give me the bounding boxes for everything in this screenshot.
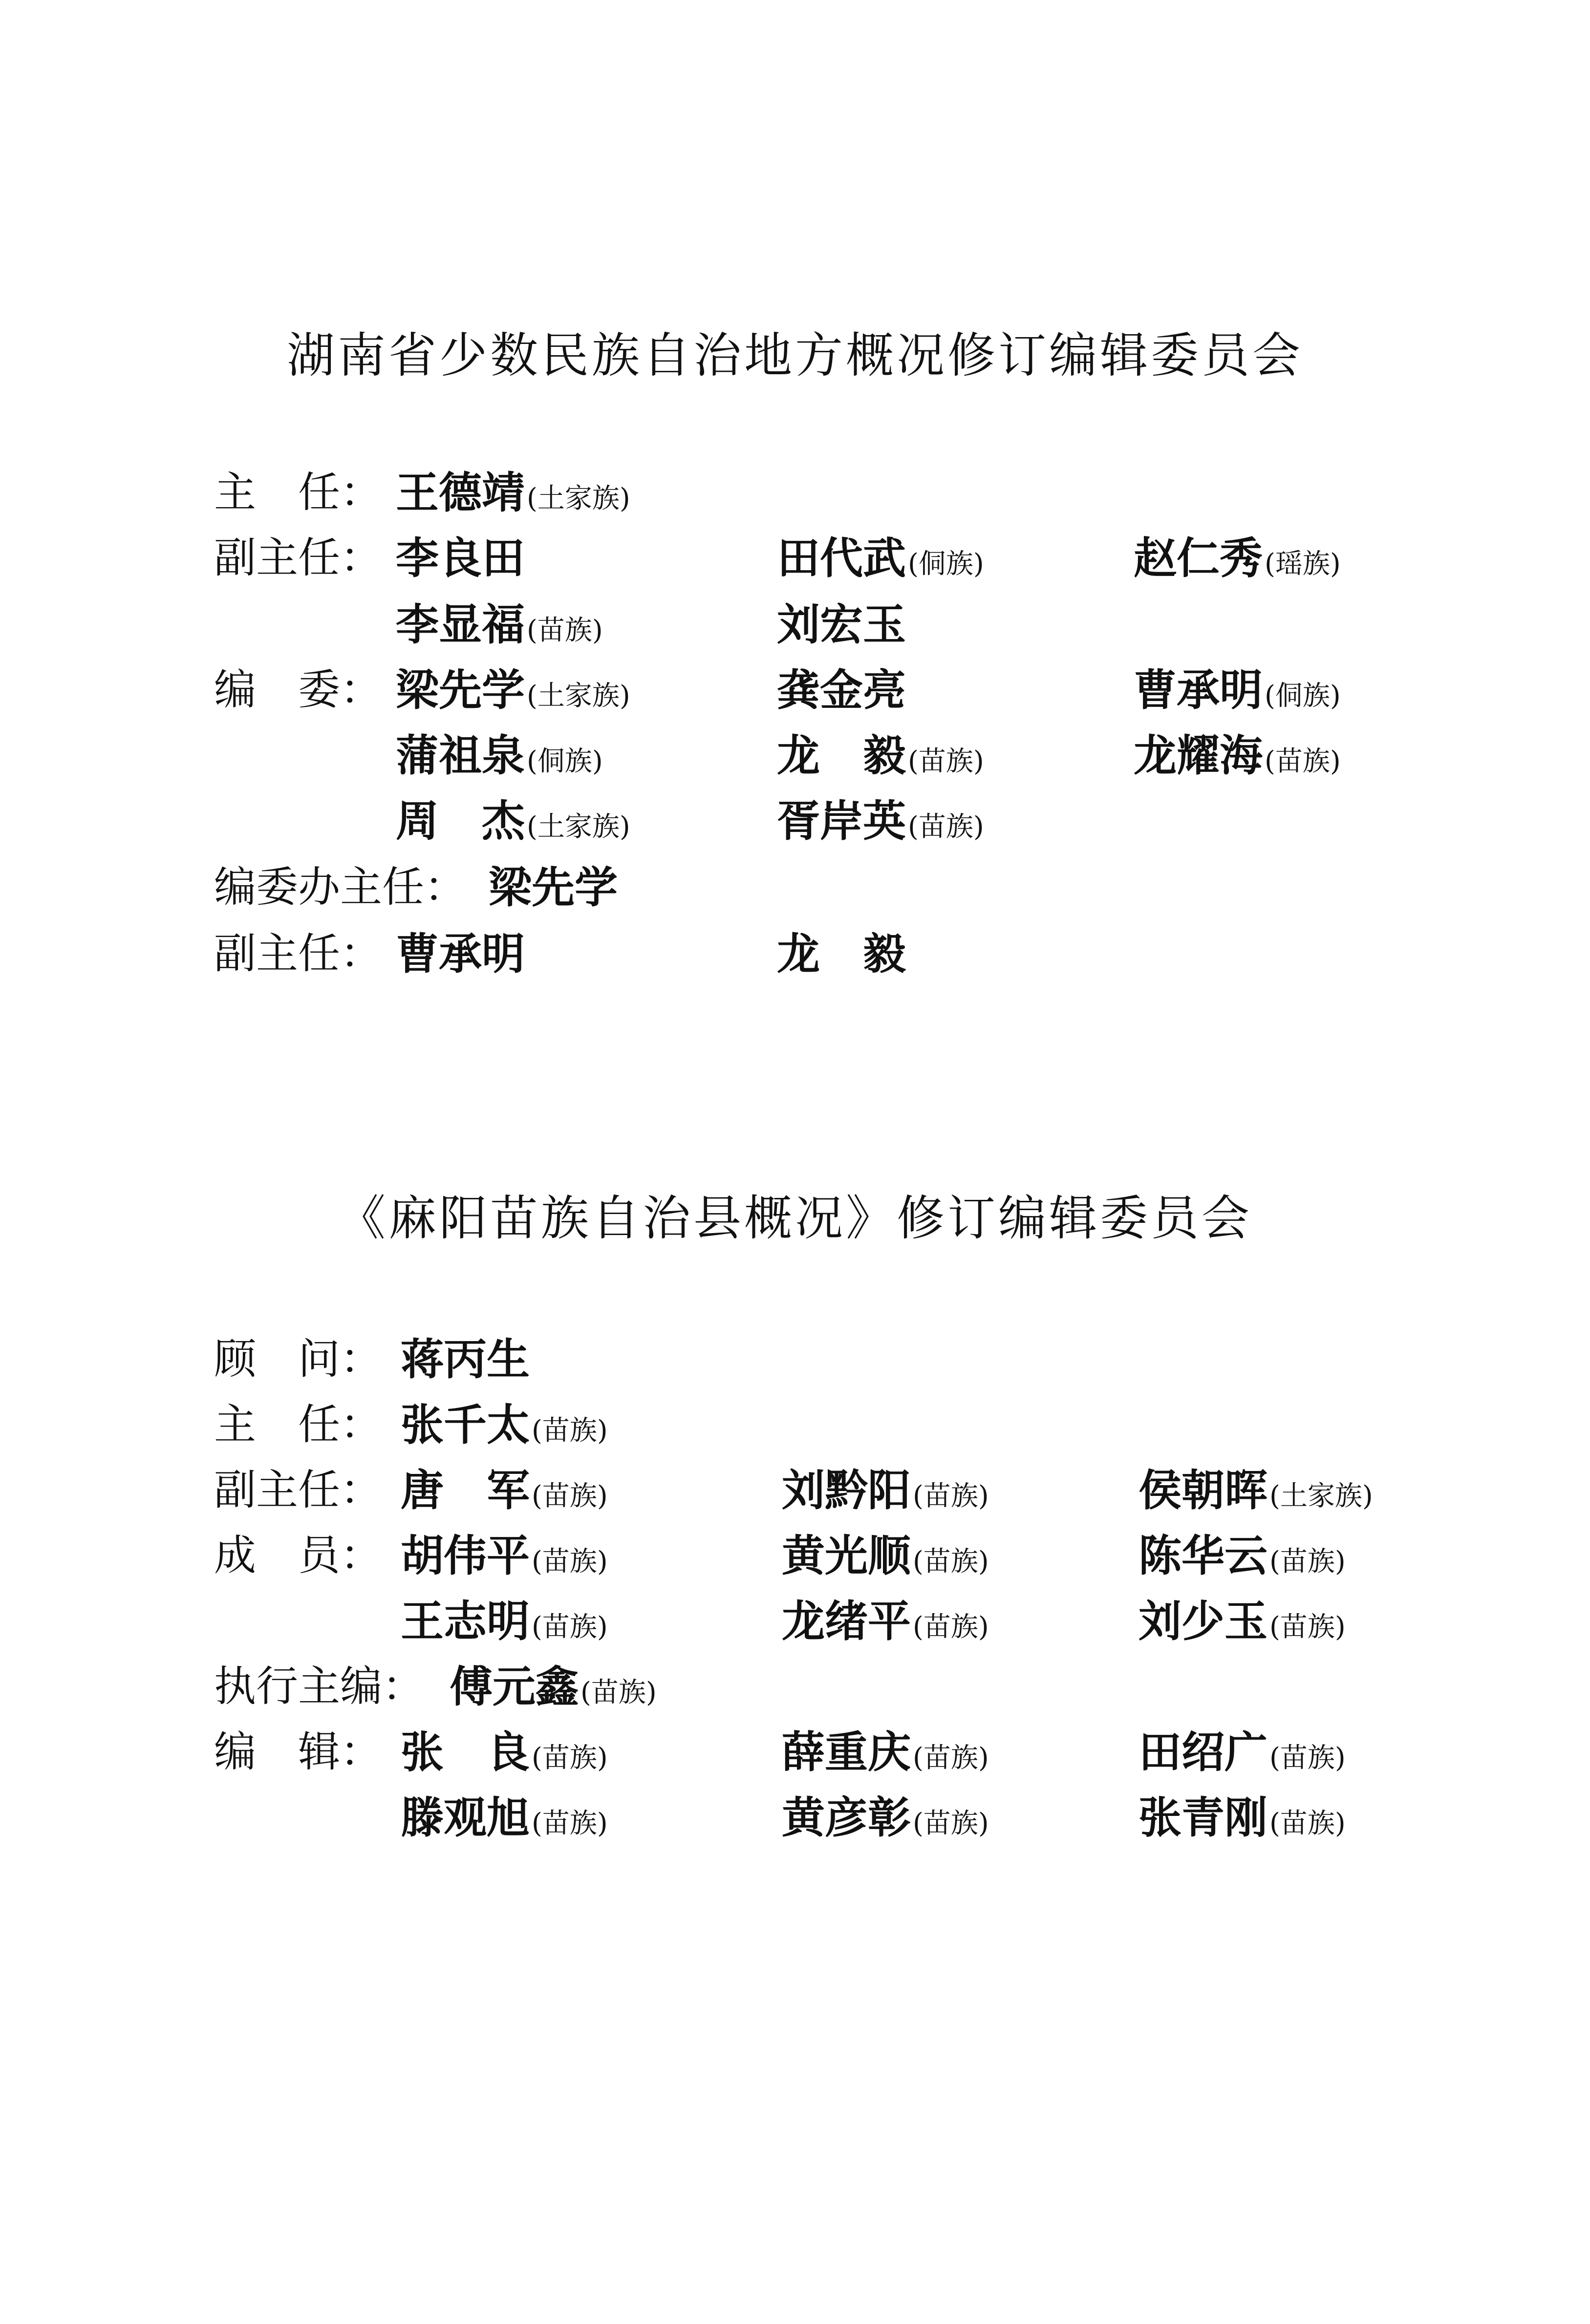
member-entry xyxy=(777,726,984,797)
member-name: 刘黔阳 xyxy=(782,1465,911,1515)
role-label: 编委办主任： xyxy=(214,863,466,912)
member-name: 唐 军 xyxy=(401,1465,530,1515)
member-entry xyxy=(1139,1723,1346,1794)
member-name: 胡伟平 xyxy=(401,1530,530,1581)
member-ethnicity: (苗族) xyxy=(908,811,984,843)
member-name: 张青刚 xyxy=(1139,1792,1268,1843)
committee-2-row-chief-editor xyxy=(0,1657,1590,1716)
role-label: 副主任： xyxy=(214,533,382,582)
member-ethnicity: (苗族) xyxy=(527,615,603,646)
committee-2-row-editors-cont xyxy=(0,1788,1590,1847)
member-ethnicity: (苗族) xyxy=(532,1808,608,1839)
member-entry xyxy=(782,1788,989,1859)
member-ethnicity: (苗族) xyxy=(532,1415,608,1447)
member-name: 陈华云 xyxy=(1139,1530,1268,1581)
member-name: 王志明 xyxy=(401,1596,530,1646)
committee-1-row-office-director xyxy=(0,858,1590,917)
committee-1-row-director xyxy=(0,463,1590,522)
member-ethnicity: (土家族) xyxy=(527,811,630,843)
member-name: 田绍广 xyxy=(1139,1727,1268,1777)
role-label: 成 员： xyxy=(214,1531,382,1580)
role-label: 顾 问： xyxy=(214,1335,382,1384)
role-label: 副主任： xyxy=(214,1466,382,1514)
member-entry xyxy=(777,529,984,600)
member-name: 黄彦彰 xyxy=(782,1792,911,1843)
committee-1-row-editors xyxy=(0,661,1590,719)
member-entry xyxy=(1134,529,1341,600)
role-label: 主 任： xyxy=(214,1400,382,1449)
member-entry xyxy=(782,1723,989,1794)
member-ethnicity: (苗族) xyxy=(913,1808,989,1839)
member-entry xyxy=(401,1592,608,1663)
member-name: 赵仁秀 xyxy=(1134,533,1263,583)
committee-2-row-advisor xyxy=(0,1330,1590,1388)
member-ethnicity: (苗族) xyxy=(532,1546,608,1578)
member-ethnicity: (苗族) xyxy=(1269,1611,1346,1643)
member-entry xyxy=(401,1330,532,1401)
member-entry xyxy=(1134,726,1341,797)
member-entry xyxy=(401,1526,608,1598)
member-entry xyxy=(401,1461,608,1532)
member-entry xyxy=(777,791,984,863)
member-ethnicity: (土家族) xyxy=(527,483,630,514)
committee-2-row-members xyxy=(0,1526,1590,1585)
member-entry xyxy=(396,661,630,732)
member-entry xyxy=(396,791,630,863)
member-entry xyxy=(396,924,527,996)
member-ethnicity: (苗族) xyxy=(1269,1808,1346,1839)
committee-1-row-editors-cont-2 xyxy=(0,791,1590,850)
member-entry xyxy=(396,726,603,797)
member-name: 胥岸英 xyxy=(777,795,906,846)
member-name: 龙耀海 xyxy=(1134,730,1263,781)
member-name: 张千太 xyxy=(401,1399,530,1450)
member-ethnicity: (苗族) xyxy=(913,1480,989,1512)
committee-1-row-deputy-cont xyxy=(0,595,1590,654)
member-ethnicity: (苗族) xyxy=(1269,1546,1346,1578)
member-ethnicity: (苗族) xyxy=(913,1546,989,1578)
member-entry xyxy=(782,1461,989,1532)
member-entry xyxy=(396,529,527,600)
member-name: 龙 毅 xyxy=(777,928,906,979)
member-entry xyxy=(1134,661,1341,732)
member-name: 张 良 xyxy=(401,1727,530,1777)
member-ethnicity: (苗族) xyxy=(913,1611,989,1643)
member-ethnicity: (侗族) xyxy=(527,746,603,777)
member-name: 李良田 xyxy=(396,533,525,583)
member-ethnicity: (苗族) xyxy=(580,1677,657,1708)
member-ethnicity: (苗族) xyxy=(913,1742,989,1774)
member-entry xyxy=(401,1395,608,1467)
member-name: 龙 毅 xyxy=(777,730,906,781)
member-name: 王德靖 xyxy=(396,467,525,518)
member-name: 蒋丙生 xyxy=(401,1334,530,1385)
member-entry xyxy=(777,595,908,666)
member-entry xyxy=(489,858,620,929)
member-entry xyxy=(1139,1592,1346,1663)
member-name: 滕观旭 xyxy=(401,1792,530,1843)
member-name: 周 杰 xyxy=(396,795,525,846)
member-name: 刘少玉 xyxy=(1139,1596,1268,1646)
member-entry xyxy=(1139,1526,1346,1598)
member-name: 蒲祖泉 xyxy=(396,730,525,781)
member-entry xyxy=(401,1723,608,1794)
member-ethnicity: (苗族) xyxy=(532,1480,608,1512)
member-ethnicity: (苗族) xyxy=(532,1611,608,1643)
committee-2-row-deputy xyxy=(0,1461,1590,1519)
committee-2-row-members-cont xyxy=(0,1592,1590,1650)
member-ethnicity: (侗族) xyxy=(1265,680,1341,712)
committee-1-row-deputy xyxy=(0,529,1590,587)
member-name: 龚金亮 xyxy=(777,664,906,715)
committee-1-title: 湖南省少数民族自治地方概况修订编辑委员会 xyxy=(286,328,1303,384)
committee-2-row-editors xyxy=(0,1723,1590,1781)
member-name: 龙绪平 xyxy=(782,1596,911,1646)
member-name: 田代武 xyxy=(777,533,906,583)
member-entry xyxy=(1139,1788,1346,1859)
role-label: 编 委： xyxy=(214,665,382,714)
role-label: 执行主编： xyxy=(214,1662,424,1711)
member-name: 傅元鑫 xyxy=(450,1661,579,1712)
member-ethnicity: (土家族) xyxy=(1269,1480,1373,1512)
member-name: 黄光顺 xyxy=(782,1530,911,1581)
member-entry xyxy=(396,463,630,534)
committee-2-row-director xyxy=(0,1395,1590,1454)
member-ethnicity: (土家族) xyxy=(527,680,630,712)
committee-2-title: 《麻阳苗族自治县概况》修订编辑委员会 xyxy=(337,1191,1252,1246)
member-ethnicity: (瑶族) xyxy=(1265,548,1341,580)
member-name: 曹承明 xyxy=(1134,664,1263,715)
member-name: 刘宏玉 xyxy=(777,599,906,650)
member-entry xyxy=(450,1657,657,1728)
role-label: 编 辑： xyxy=(214,1727,382,1776)
member-name: 李显福 xyxy=(396,599,525,650)
member-entry xyxy=(782,1592,989,1663)
committee-1-row-editors-cont-1 xyxy=(0,726,1590,785)
member-ethnicity: (苗族) xyxy=(1265,746,1341,777)
member-entry xyxy=(777,661,908,732)
member-entry xyxy=(401,1788,608,1859)
role-label: 主 任： xyxy=(214,468,382,517)
member-name: 梁先学 xyxy=(396,664,525,715)
member-ethnicity: (侗族) xyxy=(908,548,984,580)
member-name: 曹承明 xyxy=(396,928,525,979)
member-ethnicity: (苗族) xyxy=(532,1742,608,1774)
member-ethnicity: (苗族) xyxy=(908,746,984,777)
member-name: 侯朝晖 xyxy=(1139,1465,1268,1515)
member-entry xyxy=(782,1526,989,1598)
member-name: 薛重庆 xyxy=(782,1727,911,1777)
member-ethnicity: (苗族) xyxy=(1269,1742,1346,1774)
member-name: 梁先学 xyxy=(489,862,618,913)
member-entry xyxy=(396,595,603,666)
member-entry xyxy=(1139,1461,1373,1532)
committee-1-row-office-deputy xyxy=(0,924,1590,983)
role-label: 副主任： xyxy=(214,929,382,978)
member-entry xyxy=(777,924,908,996)
